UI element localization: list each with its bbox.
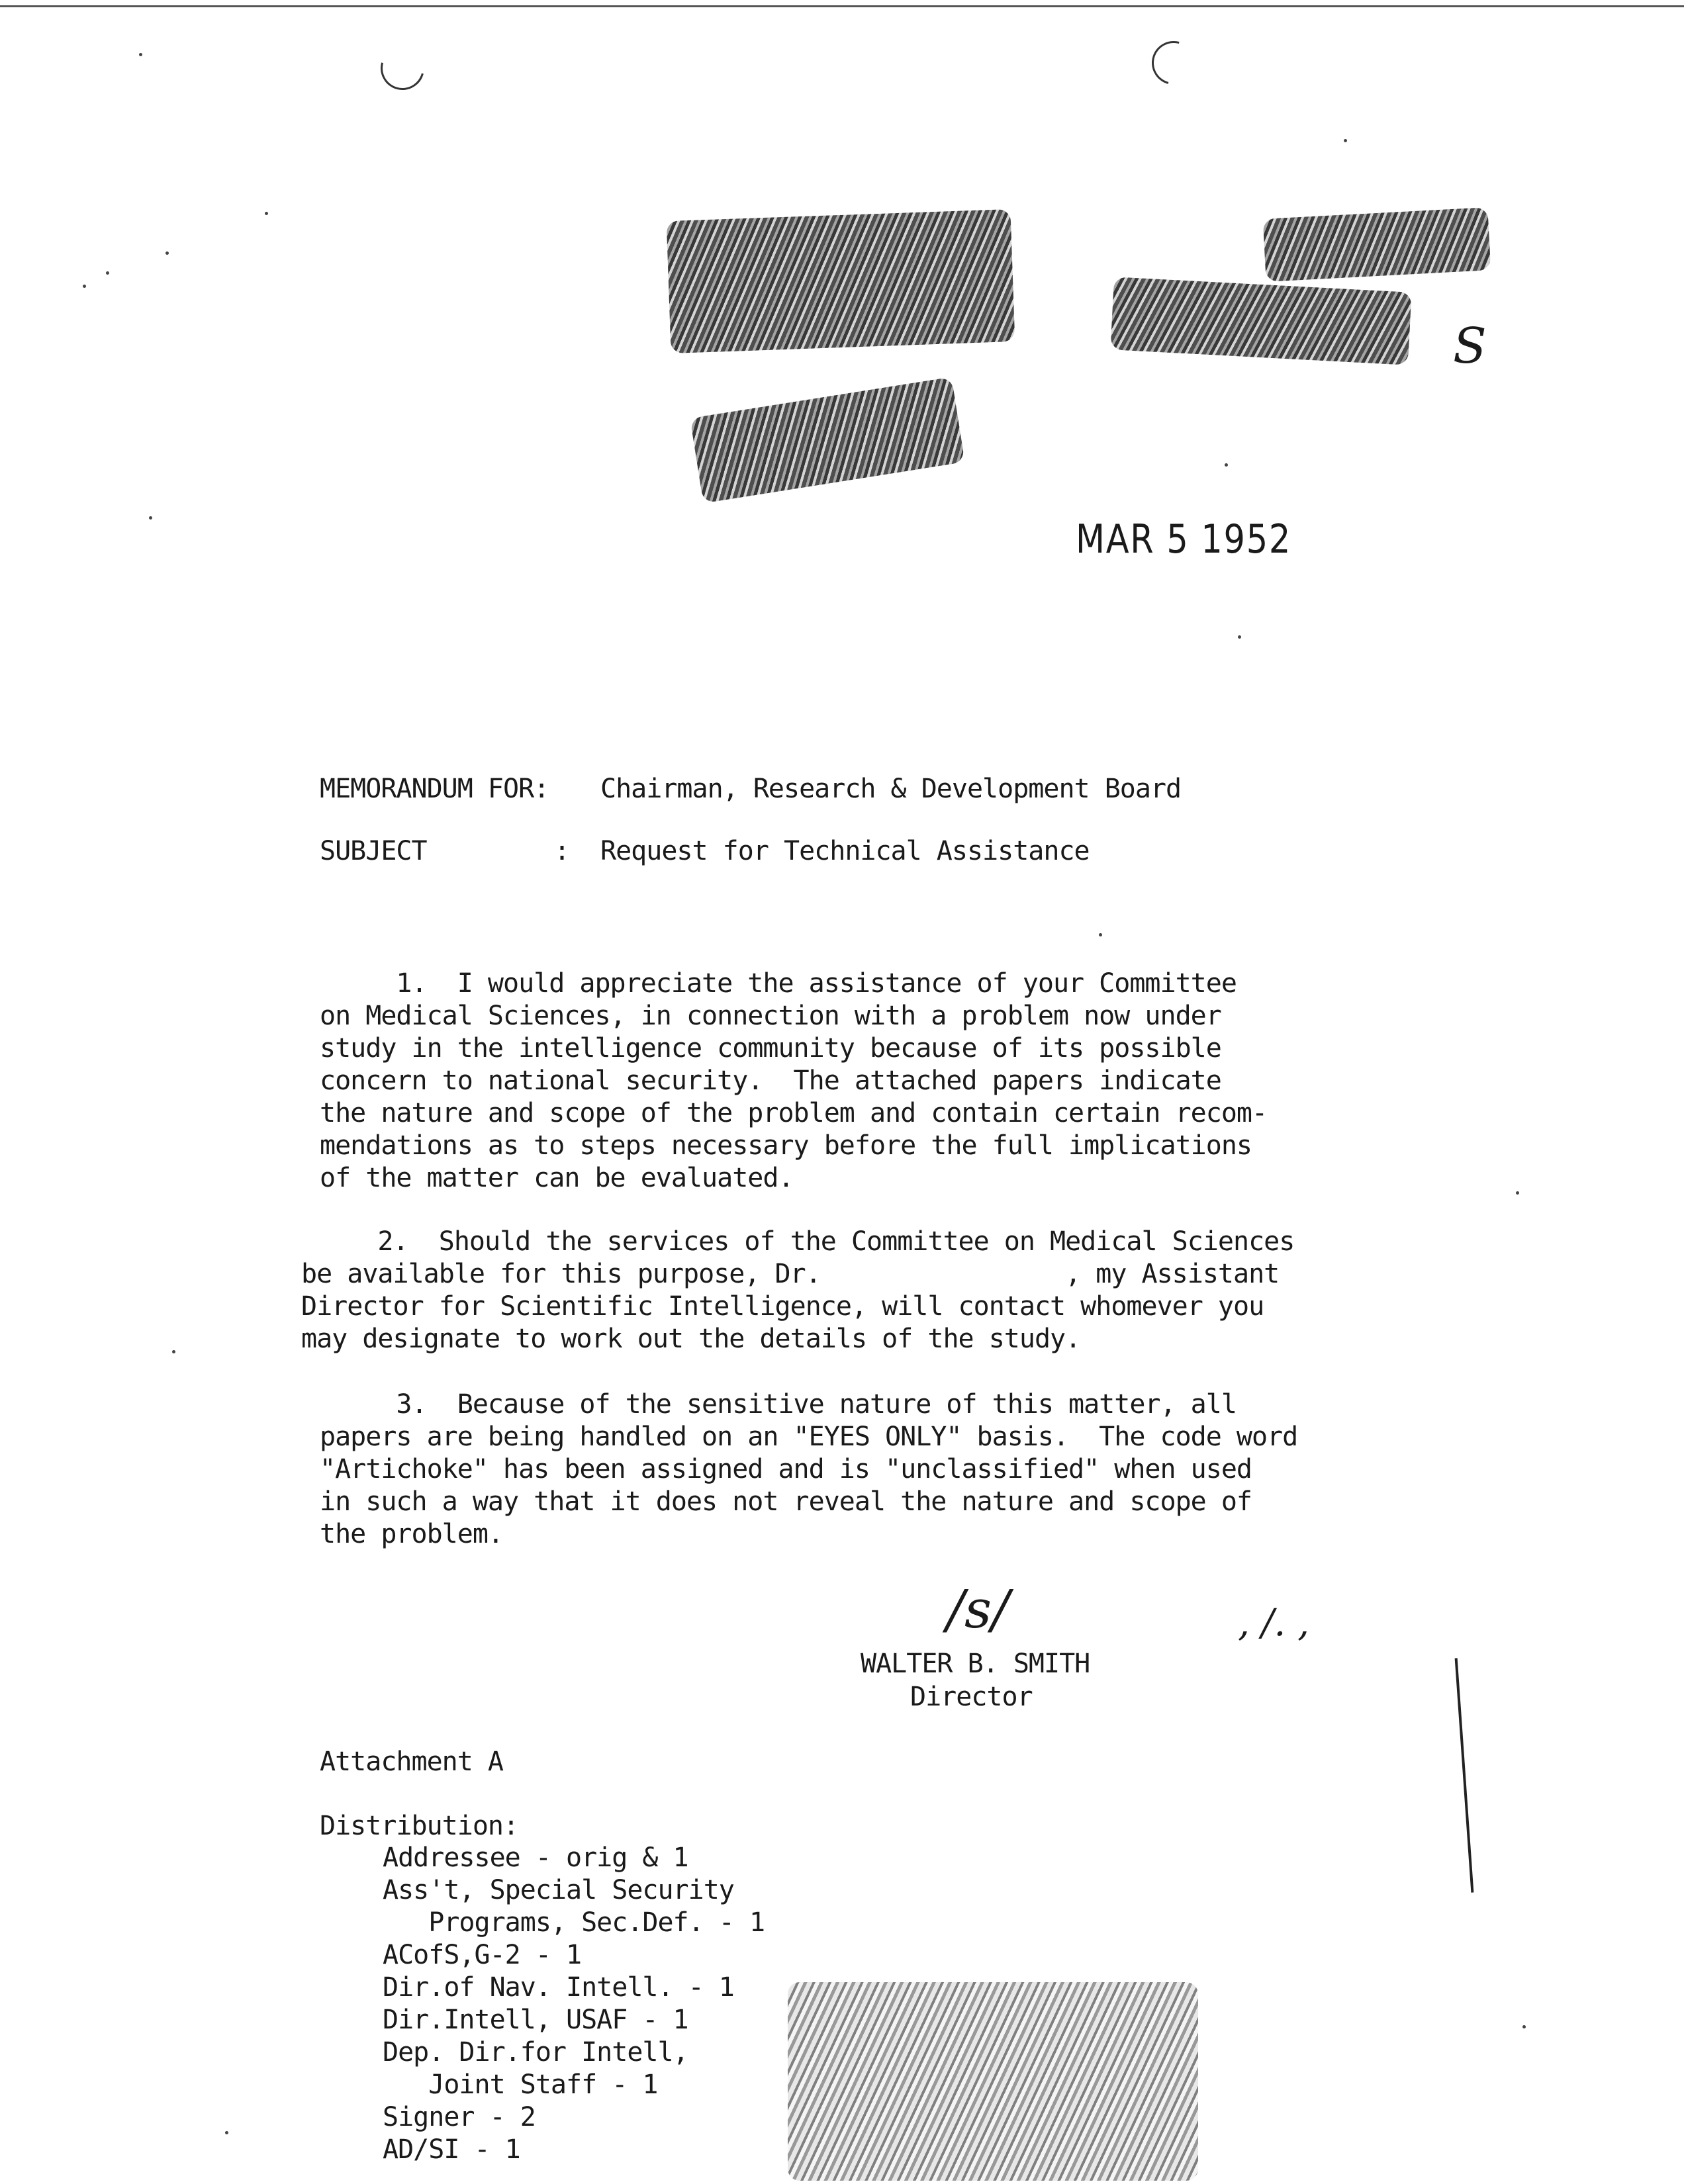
distribution-item: Dir.of Nav. Intell. - 1 (383, 1972, 734, 2003)
distribution-item: Dir.Intell, USAF - 1 (383, 2005, 688, 2035)
paragraph-line: 3. Because of the sensitive nature of this matter, all (320, 1389, 1237, 1420)
scan-speck (83, 285, 86, 288)
distribution-item: Addressee - orig & 1 (383, 1843, 688, 1873)
paragraph-line: the nature and scope of the problem and contain certain recom- (320, 1098, 1268, 1128)
signer-title: Director (910, 1682, 1033, 1712)
distribution-label: Distribution: (320, 1811, 519, 1841)
redaction-block-3 (1110, 277, 1411, 365)
redaction-block-4 (690, 377, 964, 504)
paragraph-line: on Medical Sciences, in connection with a problem now under (320, 1001, 1221, 1031)
memo-for-label: MEMORANDUM FOR: (320, 774, 549, 804)
distribution-item: Programs, Sec.Def. - 1 (383, 1907, 765, 1938)
paragraph-line: study in the intelligence community because of its possible (320, 1033, 1221, 1064)
redaction-block-2 (1263, 207, 1491, 282)
subject-value: Request for Technical Assistance (600, 836, 1090, 866)
distribution-item: ACofS,G-2 - 1 (383, 1940, 582, 1970)
scan-speck (1516, 1191, 1519, 1195)
paragraph-1 (320, 968, 1267, 1195)
paragraph-line: in such a way that it does not reveal the nature and scope of (320, 1486, 1252, 1517)
top-border-line (0, 5, 1684, 7)
scan-speck (165, 251, 169, 255)
paragraph-line: "Artichoke" has been assigned and is "unclassified" when used (320, 1454, 1252, 1484)
paragraph-line: mendations as to steps necessary before the full implications (320, 1130, 1252, 1161)
scan-speck (1099, 933, 1102, 936)
distribution-list (383, 1842, 765, 2166)
scan-speck (1344, 139, 1347, 142)
scan-speck (149, 516, 152, 520)
memo-for-value: Chairman, Research & Development Board (600, 774, 1182, 804)
paragraph-line: 2. Should the services of the Committee on Medical Sciences (301, 1226, 1295, 1257)
paragraph-line: 1. I would appreciate the assistance of your Committee (320, 968, 1237, 999)
margin-handwritten-mark: S (1453, 318, 1487, 375)
scan-speck (172, 1350, 175, 1353)
signature-mark: /s/ (947, 1578, 1009, 1640)
paragraph-line: may designate to work out the details of the study. (301, 1324, 1081, 1354)
scan-speck (139, 53, 142, 56)
scan-speck (106, 271, 109, 275)
paragraph-line: of the matter can be evaluated. (320, 1163, 794, 1193)
scan-speck (265, 212, 268, 215)
paragraph-line: concern to national security. The attached papers indicate (320, 1066, 1221, 1096)
redaction-block-1 (667, 209, 1015, 353)
subject-separator: : (554, 836, 570, 866)
scan-speck (1522, 2025, 1526, 2028)
scan-speck (1238, 635, 1241, 639)
punch-hole-right (1144, 33, 1203, 93)
paragraph-line: Director for Scientific Intelligence, will contact whomever you (301, 1291, 1264, 1322)
redaction-block-5 (788, 1982, 1198, 2181)
paragraph-line: papers are being handled on an "EYES ONLY" basis. The code word (320, 1422, 1298, 1452)
paragraph-2 (301, 1226, 1294, 1355)
paragraph-line: be available for this purpose, Dr. , my Assistant (301, 1259, 1280, 1289)
scan-speck (225, 2131, 228, 2134)
distribution-item: Dep. Dir.for Intell, (383, 2037, 688, 2068)
distribution-item: Joint Staff - 1 (383, 2070, 658, 2100)
distribution-item: Ass't, Special Security (383, 1875, 734, 1905)
margin-bracket-line (1455, 1658, 1474, 1892)
scan-speck (1225, 463, 1228, 467)
distribution-item: Signer - 2 (383, 2102, 536, 2132)
paragraph-line: the problem. (320, 1519, 503, 1549)
date-stamp: MAR 5 1952 (1076, 516, 1291, 563)
signer-name: WALTER B. SMITH (861, 1649, 1090, 1679)
margin-scribble: , /. , (1238, 1602, 1309, 1645)
subject-label: SUBJECT (320, 836, 427, 866)
distribution-item: AD/SI - 1 (383, 2134, 520, 2165)
attachment-label: Attachment A (320, 1747, 503, 1777)
punch-hole-left (373, 38, 432, 98)
paragraph-3 (320, 1388, 1297, 1551)
